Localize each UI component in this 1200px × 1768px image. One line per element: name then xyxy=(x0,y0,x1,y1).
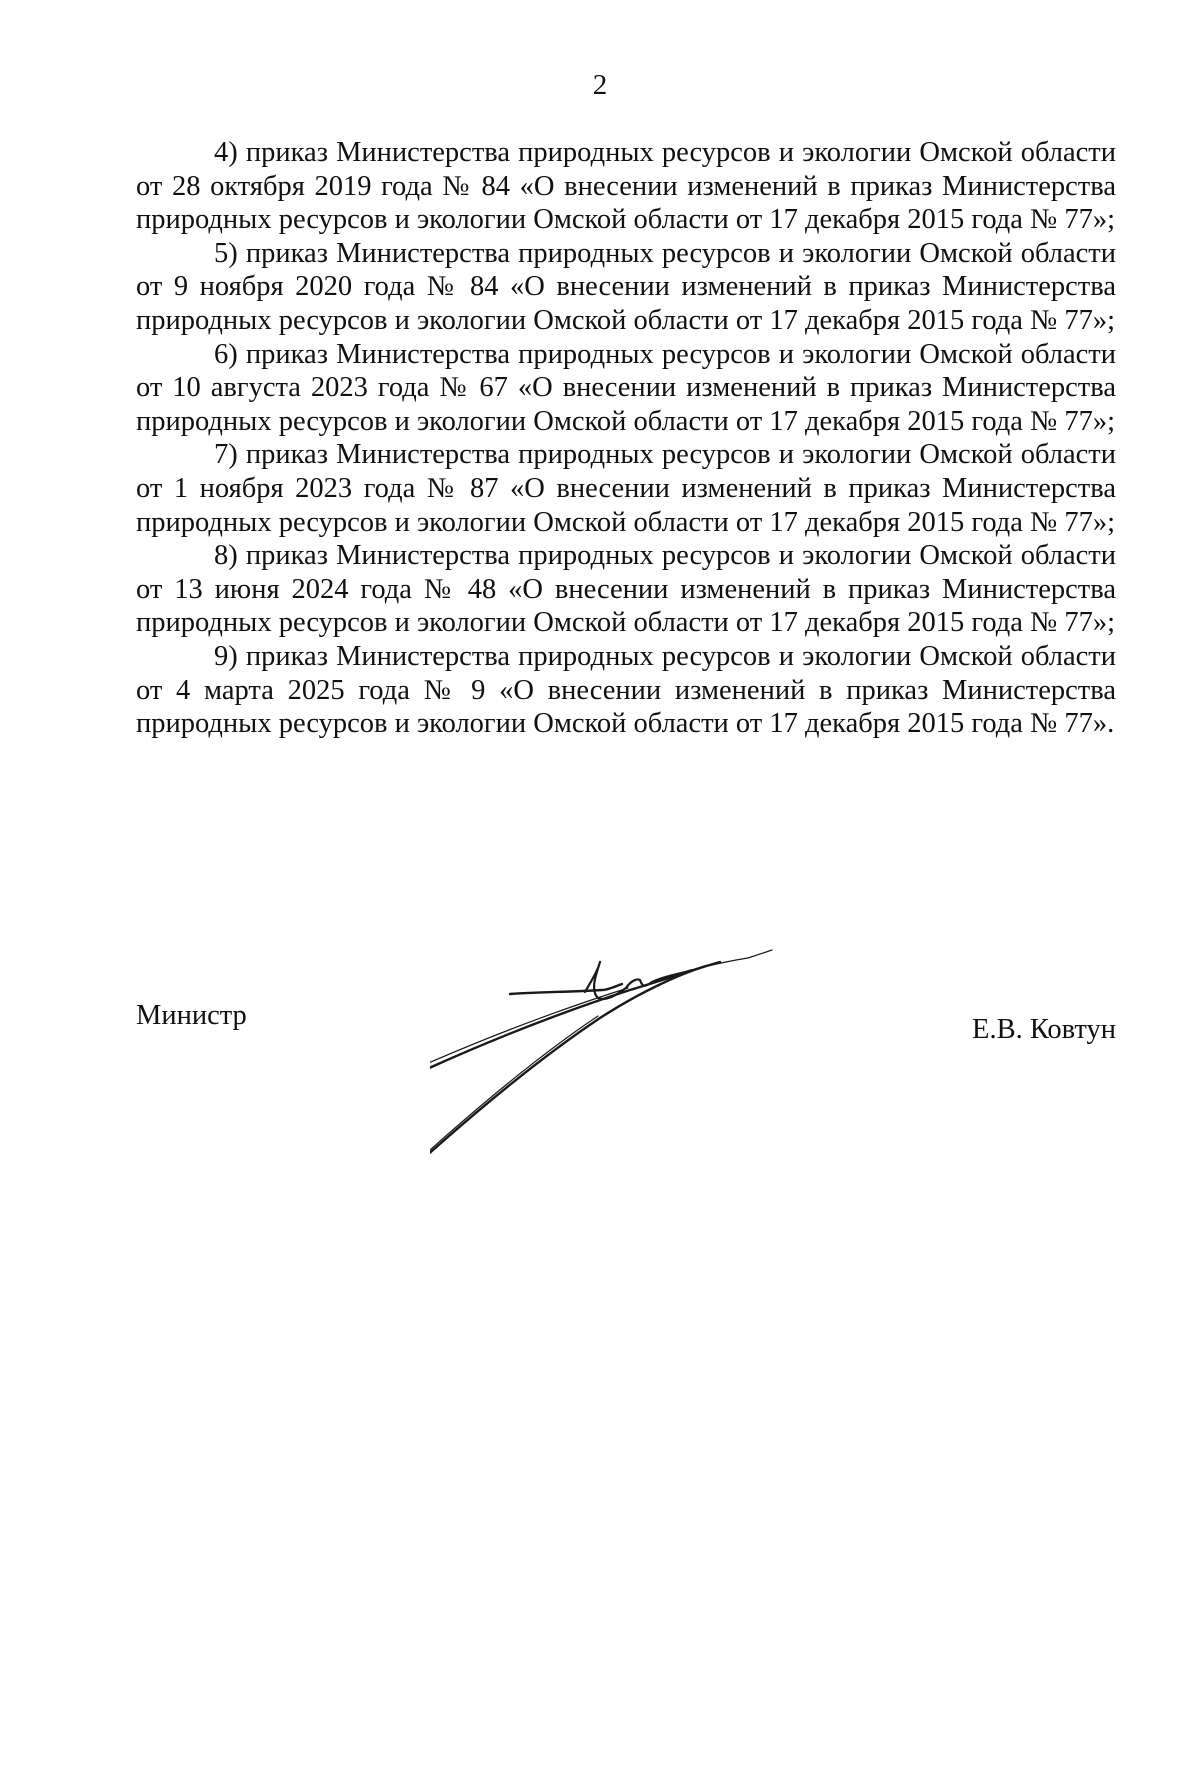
list-item: 6) приказ Министерства природных ресурсов и экологии Омской области от 10 августа 2023 года № 67 «О внесении изменений в приказ Министерства природных ресурсов и экологии Омской области от 17 декабря 2015 года № 77»; xyxy=(136,338,1116,437)
list-item: 4) приказ Министерства природных ресурсов и экологии Омской области от 28 октября 2019 года № 84 «О внесении изменений в приказ Министерства природных ресурсов и экологии Омской области от 17 декабря 2015 года № 77»; xyxy=(136,137,1116,236)
document-body xyxy=(136,136,1116,741)
handwritten-signature xyxy=(430,930,850,1210)
list-item: 9) приказ Министерства природных ресурсов и экологии Омской области от 4 марта 2025 года № 9 «О внесении изменений в приказ Министерства природных ресурсов и экологии Омской области от 17 декабря 2015 года № 77». xyxy=(136,640,1116,740)
list-item: 7) приказ Министерства природных ресурсов и экологии Омской области от 1 ноября 2023 года № 87 «О внесении изменений в приказ Министерства природных ресурсов и экологии Омской области от 17 декабря 2015 года № 77»; xyxy=(136,439,1116,538)
signer-name: Е.В. Ковтун xyxy=(972,1014,1116,1045)
signer-role: Министр xyxy=(136,1000,247,1031)
list-item: 8) приказ Министерства природных ресурсов и экологии Омской области от 13 июня 2024 года № 48 «О внесении изменений в приказ Министерства природных ресурсов и экологии Омской области от 17 декабря 2015 года № 77»; xyxy=(136,540,1116,639)
list-item: 5) приказ Министерства природных ресурсов и экологии Омской области от 9 ноября 2020 года № 84 «О внесении изменений в приказ Министерства природных ресурсов и экологии Омской области от 17 декабря 2015 года № 77»; xyxy=(136,237,1116,336)
page-number: 2 xyxy=(592,69,608,101)
